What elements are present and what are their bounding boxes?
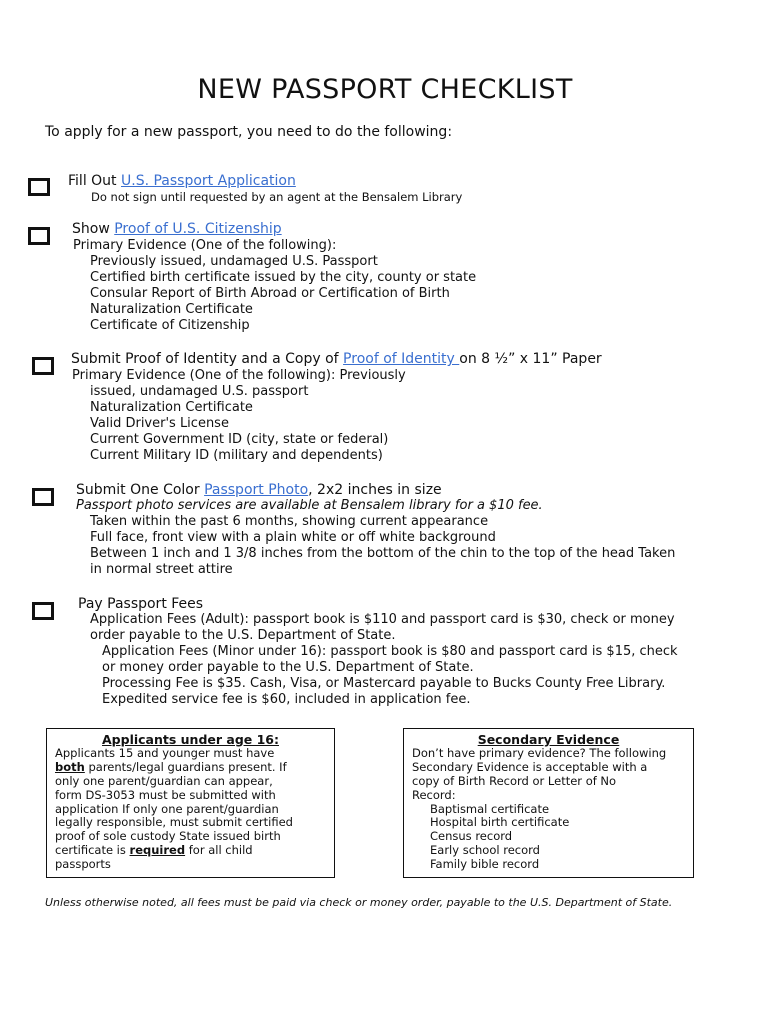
list-item: Baptismal certificate: [430, 801, 550, 816]
fee-line: order payable to the U.S. Department of State.: [90, 628, 396, 643]
minors-line-rest: parents/legal guardians present. If: [84, 759, 287, 774]
passport-application-link[interactable]: U.S. Passport Application: [121, 173, 296, 189]
checkbox-fees[interactable]: [32, 602, 54, 620]
minors-line-pre: certificate is: [55, 843, 130, 858]
step-label: Show: [72, 221, 115, 237]
minors-line: Applicants 15 and younger must have: [55, 745, 275, 760]
minors-line: [55, 844, 326, 858]
step-fees-heading: Pay Passport Fees: [78, 596, 204, 612]
checkbox-identity[interactable]: [32, 357, 54, 375]
minors-line: proof of sole custody State issued birth: [55, 829, 281, 844]
minors-line: application If only one parent/guardian: [55, 801, 279, 816]
identity-primary-evidence: Primary Evidence (One of the following): Previously: [72, 368, 406, 383]
secondary-line: Don’t have primary evidence? The following: [412, 745, 667, 760]
step-citizenship-heading: [72, 221, 282, 237]
secondary-line: Record:: [412, 787, 456, 802]
fee-line: Expedited service fee is $60, included in application fee.: [102, 692, 471, 707]
list-item: Naturalization Certificate: [90, 400, 253, 415]
list-item: Full face, front view with a plain white or off white background: [90, 530, 496, 545]
minors-line: passports: [55, 857, 111, 872]
step-label-suffix: on 8 ½” x 11” Paper: [459, 351, 602, 367]
list-item: Between 1 inch and 1 3/8 inches from the bottom of the chin to the top of the head Taken: [90, 546, 676, 561]
list-item: Previously issued, undamaged U.S. Passport: [90, 254, 378, 269]
list-item: Valid Driver's License: [90, 416, 229, 431]
minors-line: [55, 761, 326, 775]
proof-of-citizenship-link[interactable]: Proof of U.S. Citizenship: [114, 221, 282, 237]
footer-note: Unless otherwise noted, all fees must be paid via check or money order, payable to the U.S. Department of State.: [45, 896, 673, 909]
list-item: Taken within the past 6 months, showing current appearance: [90, 514, 489, 529]
fee-line: or money order payable to the U.S. Department of State.: [102, 660, 474, 675]
fee-line: Application Fees (Minor under 16): passport book is $80 and passport card is $15, check: [102, 644, 678, 659]
list-item: Certificate of Citizenship: [90, 318, 250, 333]
proof-of-identity-link[interactable]: Proof of Identity: [343, 351, 460, 367]
minors-required-emphasis: required: [129, 843, 186, 858]
checkbox-fill-out-application[interactable]: [28, 178, 50, 196]
list-item: Current Military ID (military and dependents): [90, 448, 383, 463]
secondary-line: copy of Birth Record or Letter of No: [412, 773, 617, 788]
list-item: Family bible record: [430, 857, 540, 872]
step-label: Submit One Color: [76, 482, 205, 498]
list-item: Hospital birth certificate: [430, 815, 570, 830]
photo-service-note: Passport photo services are available at Bensalem library for a $10 fee.: [76, 498, 543, 513]
page-title: NEW PASSPORT CHECKLIST: [197, 74, 573, 105]
list-item: Naturalization Certificate: [90, 302, 253, 317]
minors-box-heading: Applicants under age 16:: [102, 732, 279, 747]
list-item: in normal street attire: [90, 562, 233, 577]
step-fill-out-note: Do not sign until requested by an agent at the Bensalem Library: [91, 190, 463, 204]
citizenship-primary-evidence: Primary Evidence (One of the following):: [73, 238, 337, 253]
step-fill-out-heading: [68, 173, 296, 189]
list-item: Consular Report of Birth Abroad or Certification of Birth: [90, 286, 450, 301]
minors-both-emphasis: both: [55, 759, 85, 774]
passport-photo-link[interactable]: Passport Photo: [204, 482, 309, 498]
list-item: Census record: [430, 829, 513, 844]
fee-line: Processing Fee is $35. Cash, Visa, or Mastercard payable to Bucks County Free Library.: [102, 676, 666, 691]
minors-line: form DS-3053 must be submitted with: [55, 787, 276, 802]
intro-text: To apply for a new passport, you need to do the following:: [45, 124, 453, 140]
checkbox-photo[interactable]: [32, 488, 54, 506]
step-photo-heading: [76, 482, 442, 498]
checkbox-citizenship[interactable]: [28, 227, 50, 245]
secondary-line: Secondary Evidence is acceptable with a: [412, 759, 648, 774]
secondary-box-heading: Secondary Evidence: [477, 732, 620, 747]
list-item: Certified birth certificate issued by the city, county or state: [90, 270, 477, 285]
list-item: issued, undamaged U.S. passport: [90, 384, 309, 399]
step-label: Fill Out: [68, 173, 121, 189]
minors-info-box: [46, 728, 335, 878]
minors-line-post: for all child: [185, 843, 253, 858]
list-item: Early school record: [430, 843, 540, 858]
minors-line: legally responsible, must submit certified: [55, 815, 293, 830]
secondary-evidence-box: [403, 728, 694, 878]
list-item: Current Government ID (city, state or federal): [90, 432, 389, 447]
fee-line: Application Fees (Adult): passport book is $110 and passport card is $30, check or money: [90, 612, 675, 627]
step-identity-heading: [71, 351, 602, 367]
step-label-suffix: , 2x2 inches in size: [308, 482, 442, 498]
step-label: Submit Proof of Identity and a Copy of: [71, 351, 344, 367]
minors-line: only one parent/guardian can appear,: [55, 773, 273, 788]
